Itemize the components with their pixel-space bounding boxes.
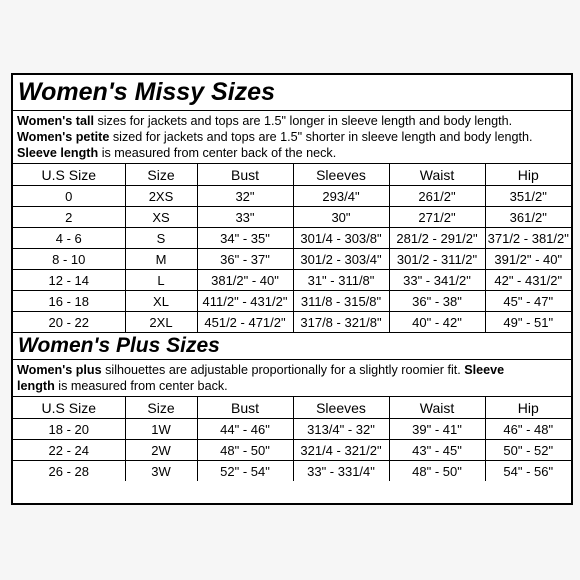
missy-size-table <box>13 164 571 333</box>
table-cell: 321/4 - 321/2" <box>293 440 389 461</box>
column-header: Sleeves <box>293 164 389 186</box>
plus-note-line-1: Women's plus silhouettes are adjustable proportionally for a slightly roomier fit. Sleeve <box>17 363 505 377</box>
table-cell: 33" - 331/4" <box>293 461 389 482</box>
table-cell: S <box>125 228 197 249</box>
table-cell: 293/4" <box>293 186 389 207</box>
table-row <box>13 419 571 440</box>
table-cell: 2 <box>13 207 125 228</box>
plus-note-line-2: length is measured from center back. <box>17 379 228 393</box>
column-header: U.S Size <box>13 397 125 419</box>
table-cell: 301/2 - 303/4" <box>293 249 389 270</box>
table-cell: 45" - 47" <box>485 291 571 312</box>
table-header-row <box>13 397 571 419</box>
table-cell: 451/2 - 471/2" <box>197 312 293 333</box>
table-cell: 261/2" <box>389 186 485 207</box>
table-cell: 2W <box>125 440 197 461</box>
table-row <box>13 440 571 461</box>
table-cell: 0 <box>13 186 125 207</box>
table-row <box>13 291 571 312</box>
column-header: U.S Size <box>13 164 125 186</box>
table-cell: 42" - 431/2" <box>485 270 571 291</box>
table-cell: 351/2" <box>485 186 571 207</box>
table-cell: 52" - 54" <box>197 461 293 482</box>
column-header: Hip <box>485 164 571 186</box>
table-cell: 313/4" - 32" <box>293 419 389 440</box>
table-cell: 40" - 42" <box>389 312 485 333</box>
table-cell: 281/2 - 291/2" <box>389 228 485 249</box>
table-cell: 3W <box>125 461 197 482</box>
table-cell: 54" - 56" <box>485 461 571 482</box>
table-cell: 301/2 - 311/2" <box>389 249 485 270</box>
column-header: Waist <box>389 397 485 419</box>
table-cell: 26 - 28 <box>13 461 125 482</box>
table-cell: 301/4 - 303/8" <box>293 228 389 249</box>
table-cell: 18 - 20 <box>13 419 125 440</box>
table-cell: 22 - 24 <box>13 440 125 461</box>
table-cell: 371/2 - 381/2" <box>485 228 571 249</box>
table-cell: 36" - 38" <box>389 291 485 312</box>
plus-title: Women's Plus Sizes <box>13 333 571 360</box>
table-cell: 411/2" - 431/2" <box>197 291 293 312</box>
table-cell: XS <box>125 207 197 228</box>
table-cell: 49" - 51" <box>485 312 571 333</box>
table-cell: 31" - 311/8" <box>293 270 389 291</box>
column-header: Waist <box>389 164 485 186</box>
table-row <box>13 312 571 333</box>
table-cell: 12 - 14 <box>13 270 125 291</box>
table-cell: 44" - 46" <box>197 419 293 440</box>
table-cell: 2XS <box>125 186 197 207</box>
column-header: Bust <box>197 397 293 419</box>
table-cell: 1W <box>125 419 197 440</box>
table-header-row <box>13 164 571 186</box>
table-cell: 381/2" - 40" <box>197 270 293 291</box>
table-cell: 48" - 50" <box>197 440 293 461</box>
table-cell: 39" - 41" <box>389 419 485 440</box>
table-row <box>13 207 571 228</box>
table-cell: 20 - 22 <box>13 312 125 333</box>
table-cell: XL <box>125 291 197 312</box>
missy-title: Women's Missy Sizes <box>13 75 571 111</box>
table-cell: 33" - 341/2" <box>389 270 485 291</box>
table-cell: 46" - 48" <box>485 419 571 440</box>
plus-notes <box>13 360 571 397</box>
table-cell: 4 - 6 <box>13 228 125 249</box>
table-row <box>13 270 571 291</box>
table-row <box>13 186 571 207</box>
table-cell: 317/8 - 321/8" <box>293 312 389 333</box>
column-header: Sleeves <box>293 397 389 419</box>
table-row <box>13 228 571 249</box>
missy-notes <box>13 111 571 164</box>
table-cell: 48" - 50" <box>389 461 485 482</box>
missy-note-petite: Women's petite sized for jackets and tops are 1.5" shorter in sleeve length and body length. <box>17 130 533 144</box>
missy-note-tall: Women's tall sizes for jackets and tops are 1.5" longer in sleeve length and body length. <box>17 114 513 128</box>
table-cell: 16 - 18 <box>13 291 125 312</box>
column-header: Hip <box>485 397 571 419</box>
table-row <box>13 249 571 270</box>
table-cell: 361/2" <box>485 207 571 228</box>
table-cell: L <box>125 270 197 291</box>
table-cell: 50" - 52" <box>485 440 571 461</box>
column-header: Bust <box>197 164 293 186</box>
table-cell: 391/2" - 40" <box>485 249 571 270</box>
table-cell: 30" <box>293 207 389 228</box>
table-cell: 2XL <box>125 312 197 333</box>
table-cell: 271/2" <box>389 207 485 228</box>
table-cell: 8 - 10 <box>13 249 125 270</box>
plus-size-table <box>13 397 571 481</box>
column-header: Size <box>125 397 197 419</box>
table-cell: 34" - 35" <box>197 228 293 249</box>
table-cell: 32" <box>197 186 293 207</box>
table-cell: M <box>125 249 197 270</box>
missy-note-sleeve: Sleeve length is measured from center back of the neck. <box>17 146 337 160</box>
table-cell: 43" - 45" <box>389 440 485 461</box>
table-cell: 33" <box>197 207 293 228</box>
table-cell: 311/8 - 315/8" <box>293 291 389 312</box>
table-row <box>13 461 571 482</box>
column-header: Size <box>125 164 197 186</box>
table-cell: 36" - 37" <box>197 249 293 270</box>
size-chart <box>11 73 573 505</box>
